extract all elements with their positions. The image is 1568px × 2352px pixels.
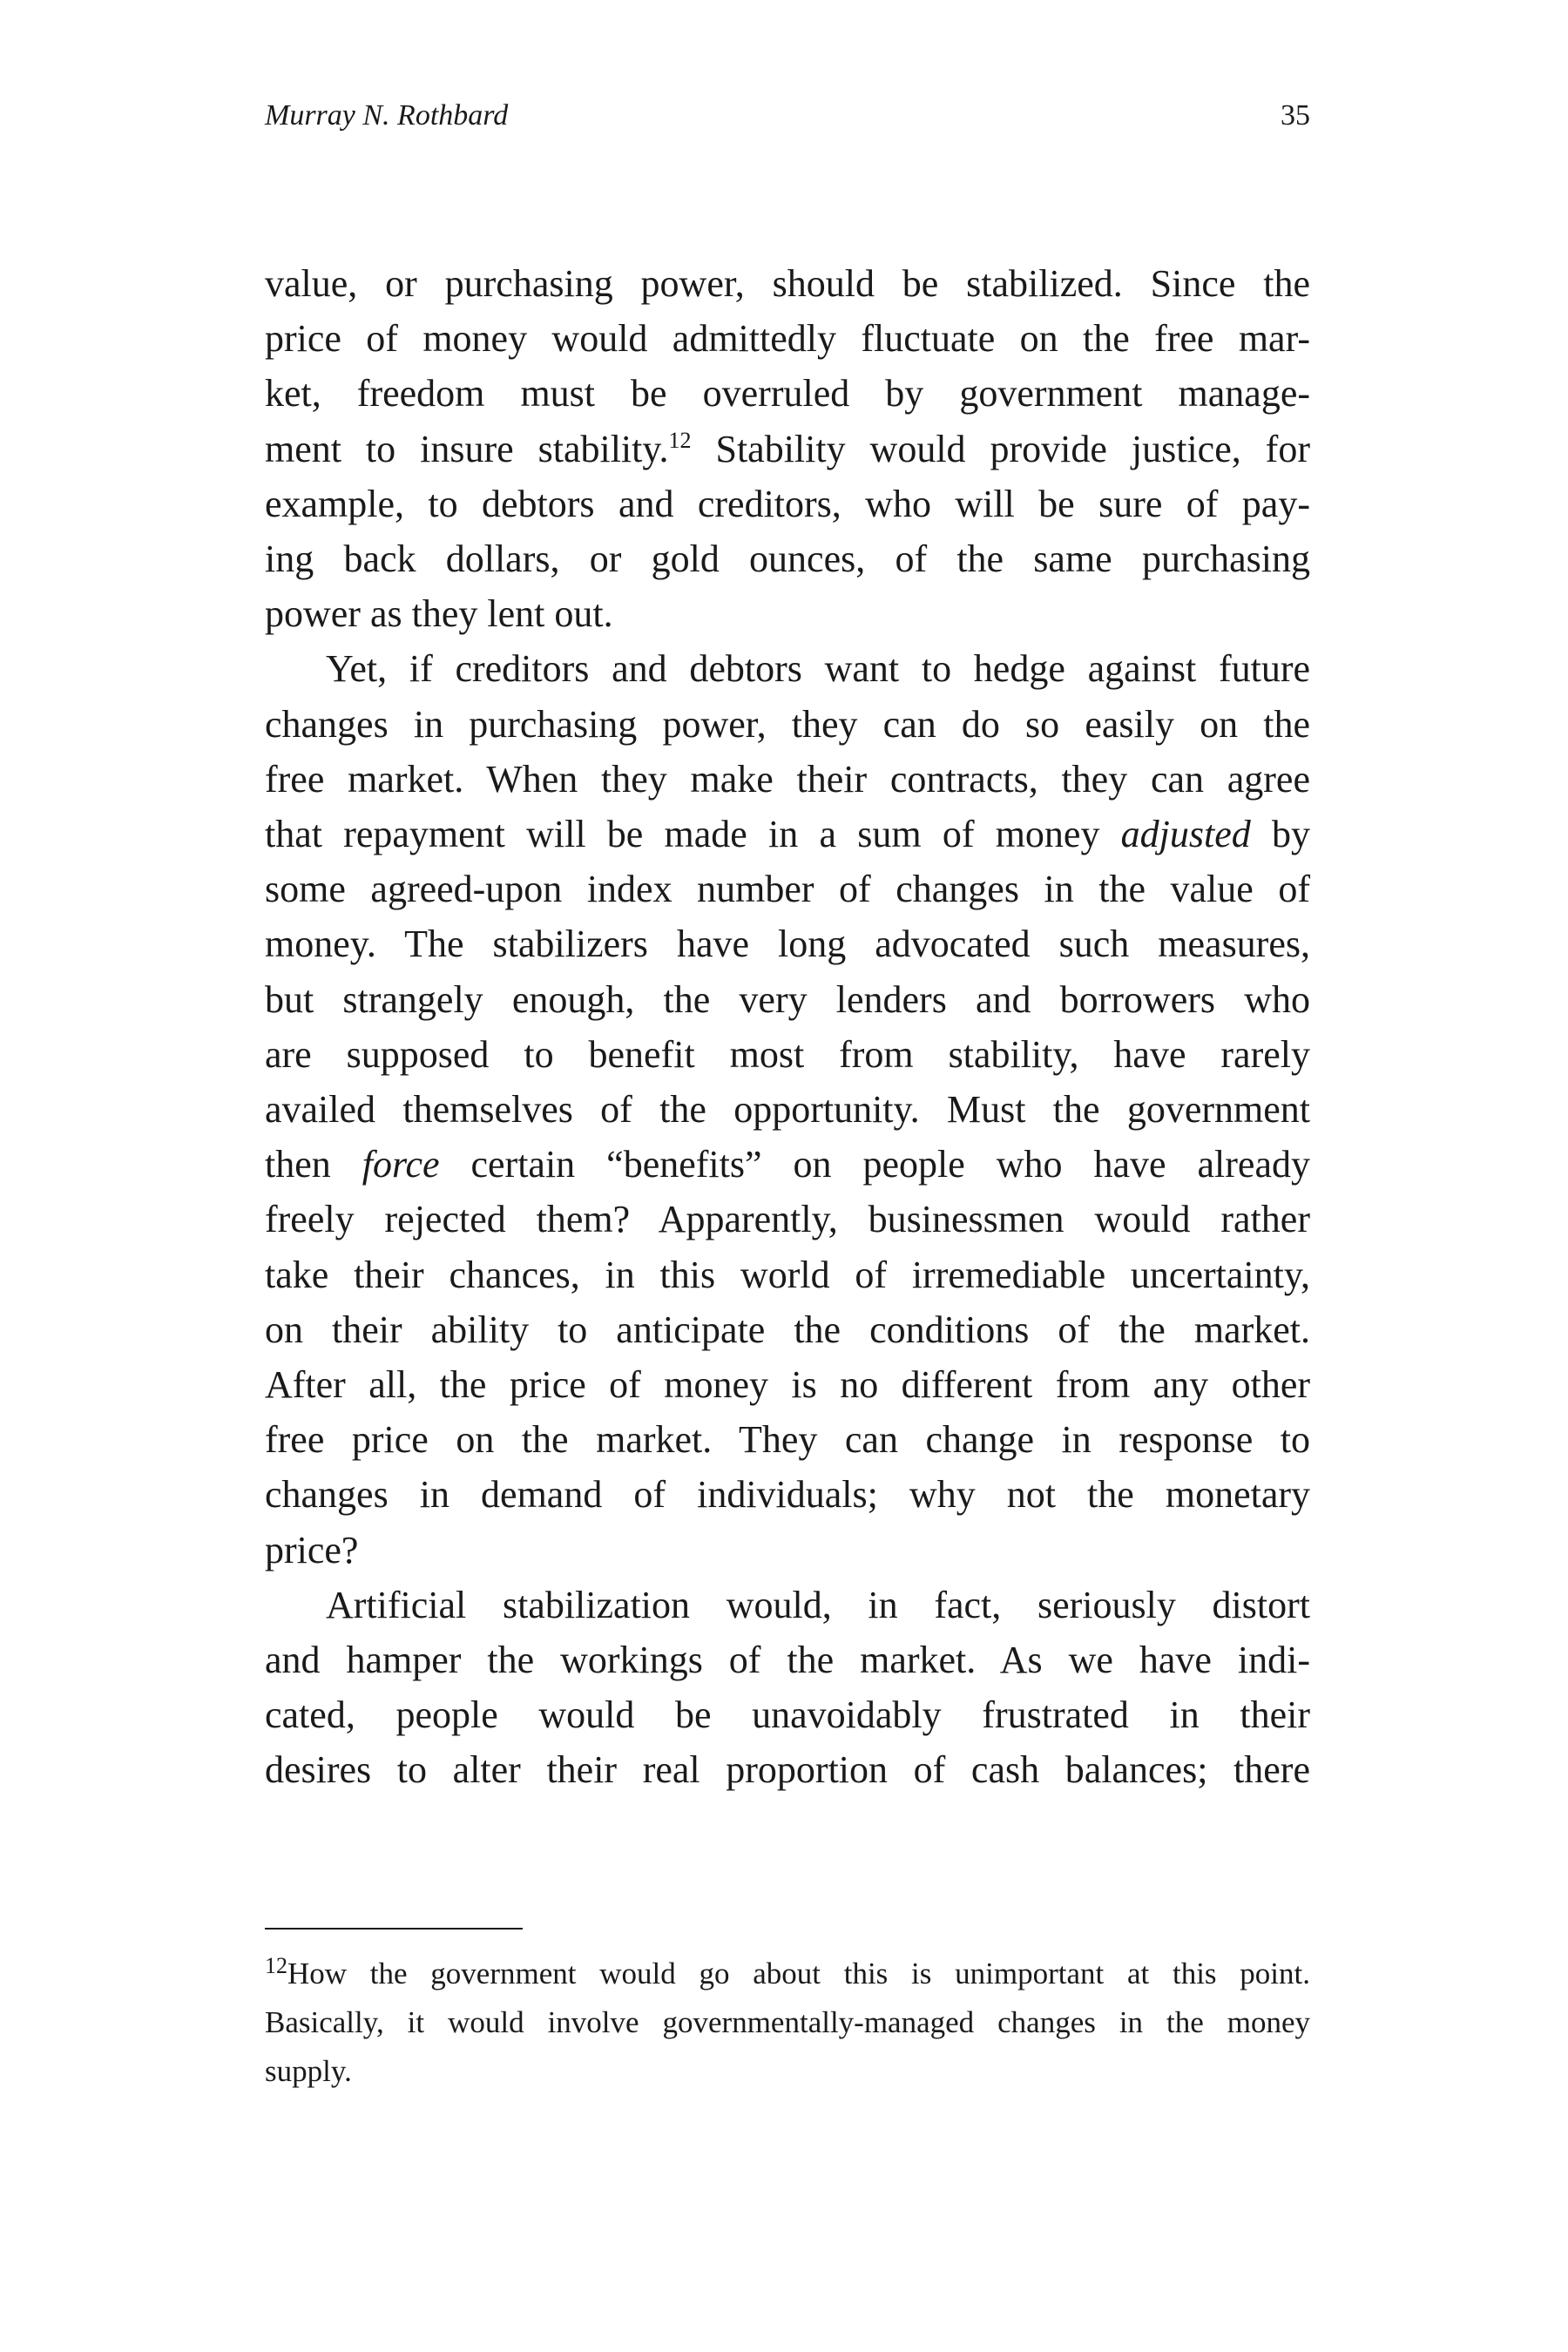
text-segment: then	[265, 1143, 362, 1186]
text-line: changes in demand of individuals; why not the monetary	[265, 1473, 1310, 1517]
text-line: some agreed-upon index number of changes in the value of	[265, 868, 1310, 911]
emphasis-text: force	[362, 1143, 440, 1186]
running-head	[265, 94, 1310, 138]
text-line: free price on the market. They can change in response to	[265, 1418, 1310, 1462]
text-line: are supposed to benefit most from stability, have rarely	[265, 1032, 1310, 1076]
text-line: cated, people would be unavoidably frustrated in their	[265, 1693, 1310, 1737]
text-segment: Stability would provide justice, for	[691, 427, 1310, 470]
text-line: desires to alter their real proportion of cash balances; there	[265, 1748, 1310, 1792]
text-line: price of money would admittedly fluctuate on the free mar-	[265, 317, 1310, 361]
text-line: on their ability to anticipate the conditions of the market.	[265, 1308, 1310, 1351]
running-head-author: Murray N. Rothbard	[265, 99, 509, 132]
footnote-line: Basically, it would involve governmentally-managed changes in the money	[265, 2005, 1310, 2039]
text-line: freely rejected them? Apparently, businessmen would rather	[265, 1198, 1310, 1241]
footnote	[265, 1950, 1310, 2096]
paragraph-2	[265, 641, 1310, 1577]
text-line: money. The stabilizers have long advocated such measures,	[265, 923, 1310, 966]
text-segment: ment to insure stability.	[265, 427, 669, 470]
text-line: Artificial stabilization would, in fact, seriously distort	[326, 1583, 1310, 1626]
emphasis-text: adjusted	[1120, 813, 1251, 856]
text-segment: that repayment will be made in a sum of money	[265, 813, 1121, 856]
body-text	[265, 256, 1310, 1798]
text-line: take their chances, in this world of irremediable uncertainty,	[265, 1253, 1310, 1296]
text-line: After all, the price of money is no different from any other	[265, 1363, 1310, 1407]
text-line: changes in purchasing power, they can do so easily on the	[265, 702, 1310, 746]
text-line: Yet, if creditors and debtors want to hedge against future	[326, 647, 1310, 691]
paragraph-3	[265, 1578, 1310, 1798]
text-line: but strangely enough, the very lenders and borrowers who	[265, 977, 1310, 1021]
text-line: power as they lent out.	[265, 592, 613, 636]
text-line: ket, freedom must be overruled by government manage-	[265, 372, 1310, 416]
text-segment: by	[1250, 813, 1311, 856]
text-line: and hamper the workings of the market. As we have indi-	[265, 1639, 1310, 1682]
text-line: ing back dollars, or gold ounces, of the same purchasing	[265, 537, 1310, 581]
page-number: 35	[1281, 99, 1310, 132]
text-line-with-emphasis	[265, 807, 1310, 862]
text-line: free market. When they make their contracts, they can agree	[265, 757, 1310, 801]
footnote-line	[265, 1950, 1310, 1998]
text-line-with-footnote-ref	[265, 422, 1310, 476]
text-line: availed themselves of the opportunity. Must the government	[265, 1088, 1310, 1132]
paragraph-1	[265, 256, 1310, 641]
footnote-reference[interactable]: 12	[668, 427, 692, 453]
footnote-divider	[265, 1928, 523, 1930]
text-line-with-emphasis	[265, 1137, 1310, 1192]
footnote-number: 12	[265, 1953, 287, 1978]
text-line: price?	[265, 1528, 359, 1571]
text-segment: certain “benefits” on people who have already	[439, 1143, 1310, 1186]
footnote-line: supply.	[265, 2054, 352, 2088]
footnote-text: How the government would go about this is unimportant at this point.	[287, 1957, 1310, 1990]
text-line: value, or purchasing power, should be stabilized. Since the	[265, 262, 1310, 305]
text-line: example, to debtors and creditors, who will be sure of pay-	[265, 482, 1310, 525]
